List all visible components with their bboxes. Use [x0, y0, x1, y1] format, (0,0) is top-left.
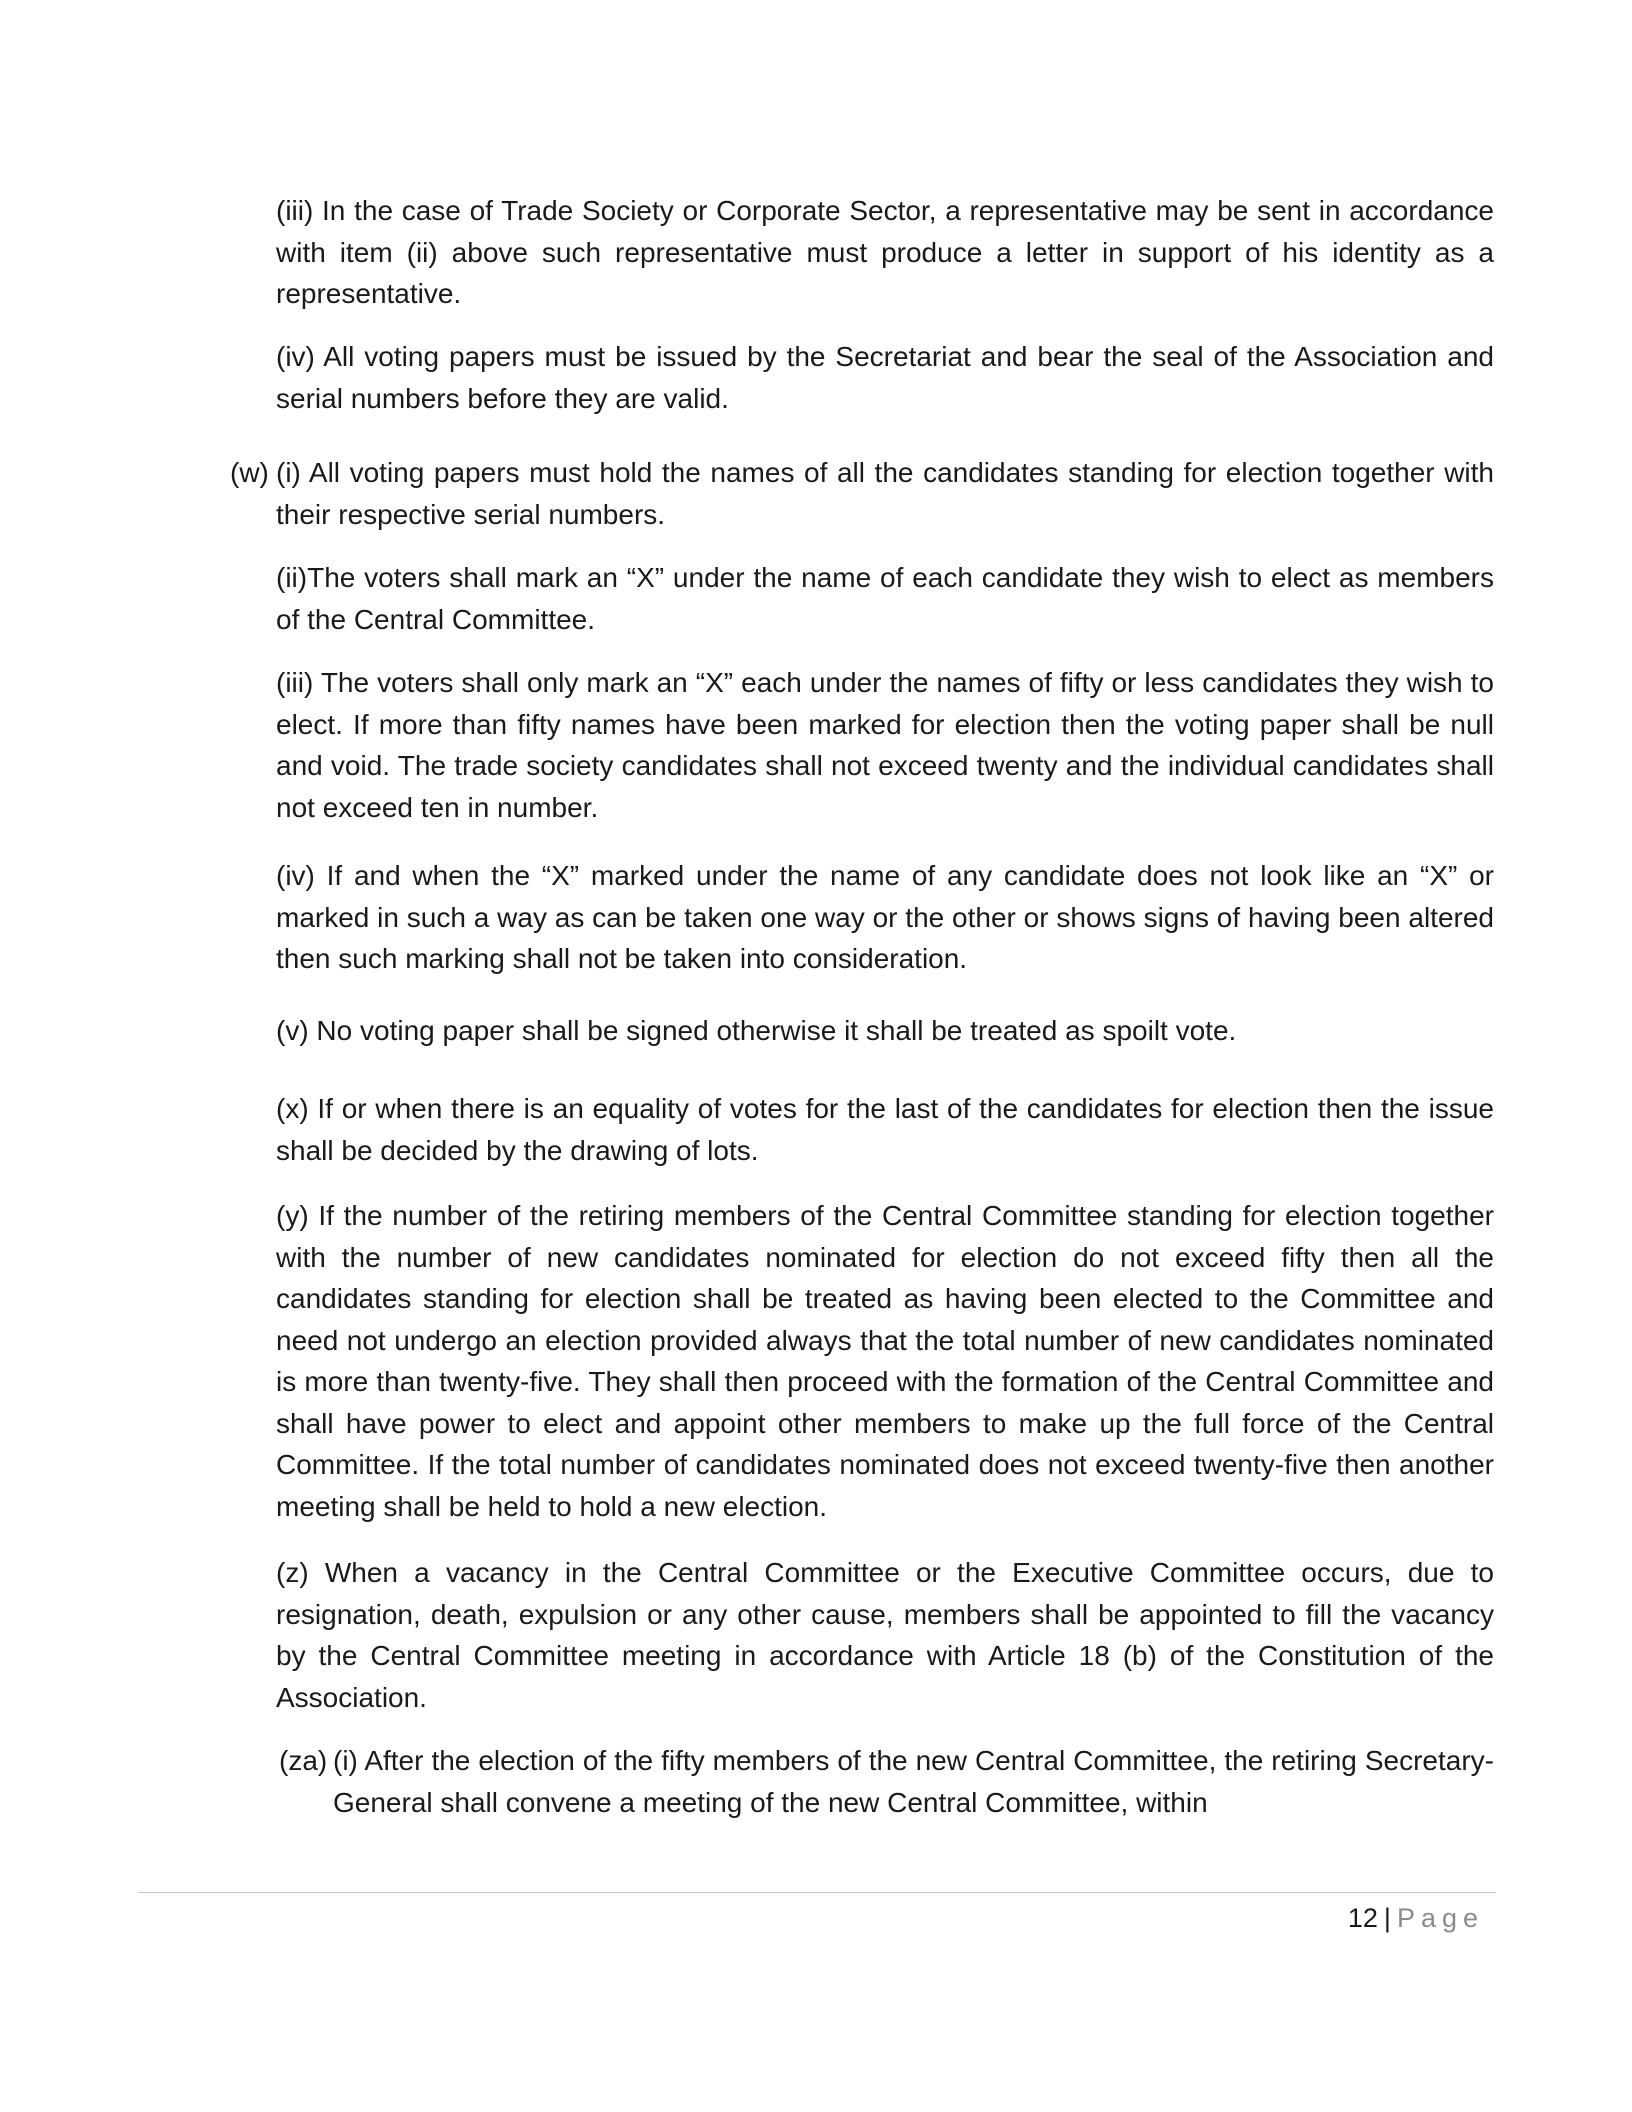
clause-z: (z) When a vacancy in the Central Committee or the Executive Committee occurs, due to resignation, death, expulsion or any other cause, members shall be appointed to fill the vacancy by the Central Committee meeting in accordance with Article 18 (b) of the Constitution of the Association.: [276, 1557, 1494, 1713]
clause-w: [230, 452, 1494, 535]
clause-za: [276, 1740, 1494, 1823]
clause-w-iii: (iii) The voters shall only mark an “X” each under the names of fifty or less candidates they wish to elect. If more than fifty names have been marked for election then the voting paper shall be null and void. The trade society candidates shall not exceed twenty and the individual candidates shall not exceed ten in number.: [276, 667, 1494, 823]
clause-x: (x) If or when there is an equality of votes for the last of the candidates for election then the issue shall be decided by the drawing of lots.: [276, 1093, 1494, 1166]
clause-y: (y) If the number of the retiring members of the Central Committee standing for election together with the number of new candidates nominated for election do not exceed fifty then all the candidates standing for election shall be treated as having been elected to the Committee and need not undergo an election provided always that the total number of new candidates nominated is more than twenty-five. They shall then proceed with the formation of the Central Committee and shall have power to elect and appoint other members to make up the full force of the Central Committee. If the total number of candidates nominated does not exceed twenty-five then another meeting shall be held to hold a new election.: [276, 1200, 1494, 1522]
paragraph-iv-voting-papers-issued: (iv) All voting papers must be issued by the Secretariat and bear the seal of the Association and serial numbers before they are valid.: [276, 341, 1494, 414]
footer-separator: |: [1383, 1903, 1391, 1933]
clause-w-iv: (iv) If and when the “X” marked under the name of any candidate does not look like an “X” or marked in such a way as can be taken one way or the other or shows signs of having been altered then such marking shall not be taken into consideration.: [276, 860, 1494, 974]
footer-divider: [138, 1892, 1496, 1893]
clause-za-label: (za): [279, 1745, 328, 1776]
clause-w-label: (w): [230, 457, 269, 488]
clause-w-v: (v) No voting paper shall be signed otherwise it shall be treated as spoilt vote.: [276, 1015, 1237, 1046]
page-number: 12: [1347, 1903, 1378, 1933]
page-word: Page: [1396, 1903, 1484, 1933]
clause-za-i: (i) After the election of the fifty members of the new Central Committee, the retiring Secretary-General shall convene a meeting of the new Central Committee, within: [333, 1745, 1494, 1818]
page-footer: [1348, 1898, 1484, 1938]
paragraph-iii-trade-society: (iii) In the case of Trade Society or Corporate Sector, a representative may be sent in accordance with item (ii) above such representative must produce a letter in support of his identity as a representative.: [276, 195, 1494, 309]
clause-w-ii: (ii)The voters shall mark an “X” under the name of each candidate they wish to elect as members of the Central Committee.: [276, 562, 1494, 635]
clause-w-i: (i) All voting papers must hold the names of all the candidates standing for election together with their respective serial numbers.: [276, 457, 1494, 530]
